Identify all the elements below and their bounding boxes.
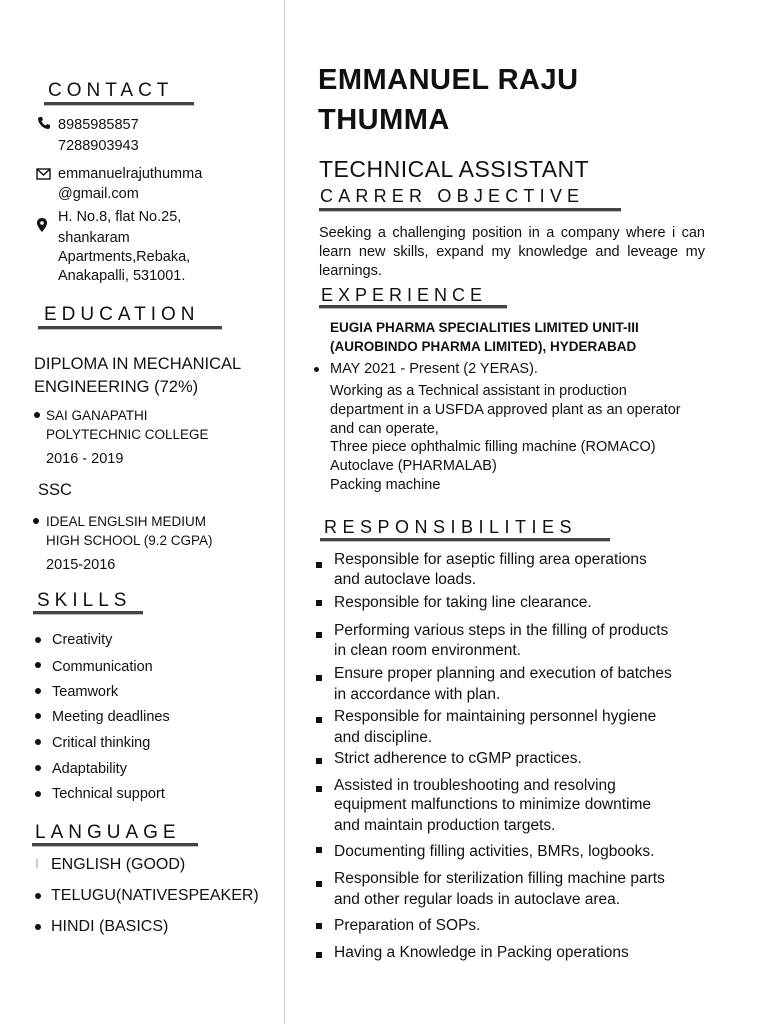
objective-text: Seeking a challenging position in a company where i can learn new skills, expand my knowledge and leveage my learnings.	[319, 225, 705, 279]
responsibility-line: Documenting filling activities, BMRs, logbooks.	[334, 843, 655, 860]
responsibility-line: Strict adherence to cGMP practices.	[334, 750, 582, 767]
skill-item: Critical thinking	[52, 735, 151, 751]
bullet	[316, 952, 322, 958]
responsibility-line: in clean room environment.	[334, 642, 521, 659]
skills-underline	[33, 611, 143, 615]
college-line-1: SAI GANAPATHI	[46, 408, 148, 423]
job-desc-line: Three piece ophthalmic filling machine (ROMACO)	[330, 439, 656, 455]
responsibility-line: Having a Knowledge in Packing operations	[334, 944, 629, 961]
bullet	[35, 924, 41, 930]
skill-item: Creativity	[52, 632, 113, 648]
experience-title: EXPERIENCE	[321, 285, 488, 305]
responsibility-line: and other regular loads in autoclave area.	[334, 891, 621, 908]
bullet	[316, 632, 322, 638]
job-title: TECHNICAL ASSISTANT	[319, 156, 590, 182]
name-line-2: THUMMA	[318, 104, 450, 136]
bullet	[35, 739, 41, 745]
language-item: ENGLISH (GOOD)	[51, 856, 186, 873]
email-icon	[36, 168, 51, 180]
language-item: TELUGU(NATIVESPEAKER)	[51, 887, 259, 904]
company-line-2: (AUROBINDO PHARMA LIMITED), HYDERABAD	[330, 339, 637, 354]
job-desc-line: department in a USFDA approved plant as an operator	[330, 402, 681, 418]
objective-title: CARRER OBJECTIVE	[320, 186, 585, 206]
bullet	[316, 786, 322, 792]
responsibility-line: Ensure proper planning and execution of batches	[334, 665, 672, 682]
language-title: LANGUAGE	[35, 822, 181, 843]
contact-title: CONTACT	[48, 80, 174, 101]
bullet	[316, 600, 322, 606]
college-years: 2016 - 2019	[46, 451, 124, 467]
column-divider	[284, 0, 285, 1024]
responsibility-line: Preparation of SOPs.	[334, 917, 481, 934]
job-desc-line: Packing machine	[330, 477, 441, 493]
bullet	[316, 881, 322, 887]
bullet	[35, 688, 41, 694]
responsibility-line: Responsible for maintaining personnel hygiene	[334, 708, 657, 725]
bullet	[33, 518, 39, 524]
responsibilities-title: RESPONSIBILITIES	[324, 517, 578, 537]
bullet	[316, 675, 322, 681]
location-pin-icon	[37, 218, 47, 232]
name-line-1: EMMANUEL RAJU	[318, 64, 579, 96]
bullet	[34, 412, 40, 418]
job-desc-line: Autoclave (PHARMALAB)	[330, 458, 497, 474]
objective-underline	[319, 208, 621, 212]
responsibility-line: and autoclave loads.	[334, 571, 477, 588]
job-desc-line: and can operate,	[330, 421, 439, 437]
skills-title: SKILLS	[37, 590, 132, 611]
skill-item: Meeting deadlines	[52, 709, 170, 725]
bullet	[316, 847, 322, 853]
address-line-1: H. No.8, flat No.25,	[58, 209, 182, 225]
contact-underline	[44, 102, 194, 106]
bullet	[316, 923, 322, 929]
bullet	[35, 713, 41, 719]
responsibility-line: Responsible for aseptic filling area operations	[334, 551, 647, 568]
responsibility-line: Performing various steps in the filling of products	[334, 622, 669, 639]
phone-icon	[37, 116, 51, 130]
job-desc-line: Working as a Technical assistant in production	[330, 383, 627, 399]
responsibility-line: Responsible for sterilization filling machine parts	[334, 870, 665, 887]
phone-1[interactable]: 8985985857	[58, 117, 139, 133]
job-period: MAY 2021 - Present (2 YERAS).	[330, 361, 538, 377]
diploma-line-2: ENGINEERING (72%)	[34, 378, 199, 396]
address-line-2: shankaram	[58, 230, 130, 246]
school-years: 2015-2016	[46, 557, 116, 573]
address-line-4: Anakapalli, 531001.	[58, 268, 186, 284]
experience-underline	[319, 305, 507, 309]
education-title: EDUCATION	[44, 304, 200, 325]
company-line-1: EUGIA PHARMA SPECIALITIES LIMITED UNIT-III	[330, 320, 639, 335]
language-item: HINDI (BASICS)	[51, 918, 169, 935]
bullet	[316, 758, 322, 764]
bullet	[314, 367, 319, 372]
responsibility-line: and maintain production targets.	[334, 817, 556, 834]
college-line-2: POLYTECHNIC COLLEGE	[46, 427, 209, 442]
address-line-3: Apartments,Rebaka,	[58, 249, 191, 265]
bullet	[35, 765, 41, 771]
responsibility-line: in accordance with plan.	[334, 686, 501, 703]
education-underline	[38, 326, 222, 330]
ssc-heading: SSC	[38, 481, 72, 499]
skill-item: Communication	[52, 659, 153, 675]
responsibility-line: equipment malfunctions to minimize downtime	[334, 796, 652, 813]
skill-item: Teamwork	[52, 684, 119, 700]
bullet	[35, 893, 41, 899]
skill-item: Technical support	[52, 786, 165, 802]
bullet	[316, 562, 322, 568]
email-line-2[interactable]: @gmail.com	[58, 186, 139, 202]
bullet	[35, 791, 41, 797]
email-line-1[interactable]: emmanuelrajuthumma	[58, 166, 203, 182]
responsibilities-underline	[320, 538, 610, 542]
school-line-2: HIGH SCHOOL (9.2 CGPA)	[46, 533, 213, 548]
bullet	[35, 637, 41, 643]
responsibility-line: and discipline.	[334, 729, 433, 746]
school-line-1: IDEAL ENGLSIH MEDIUM	[46, 514, 207, 529]
responsibility-line: Assisted in troubleshooting and resolving	[334, 777, 616, 794]
bullet	[35, 662, 41, 668]
bullet	[36, 859, 38, 868]
skill-item: Adaptability	[52, 761, 127, 777]
phone-2[interactable]: 7288903943	[58, 138, 139, 154]
bullet	[316, 717, 322, 723]
responsibility-line: Responsible for taking line clearance.	[334, 594, 592, 611]
diploma-line-1: DIPLOMA IN MECHANICAL	[34, 355, 242, 373]
language-underline	[32, 843, 198, 847]
